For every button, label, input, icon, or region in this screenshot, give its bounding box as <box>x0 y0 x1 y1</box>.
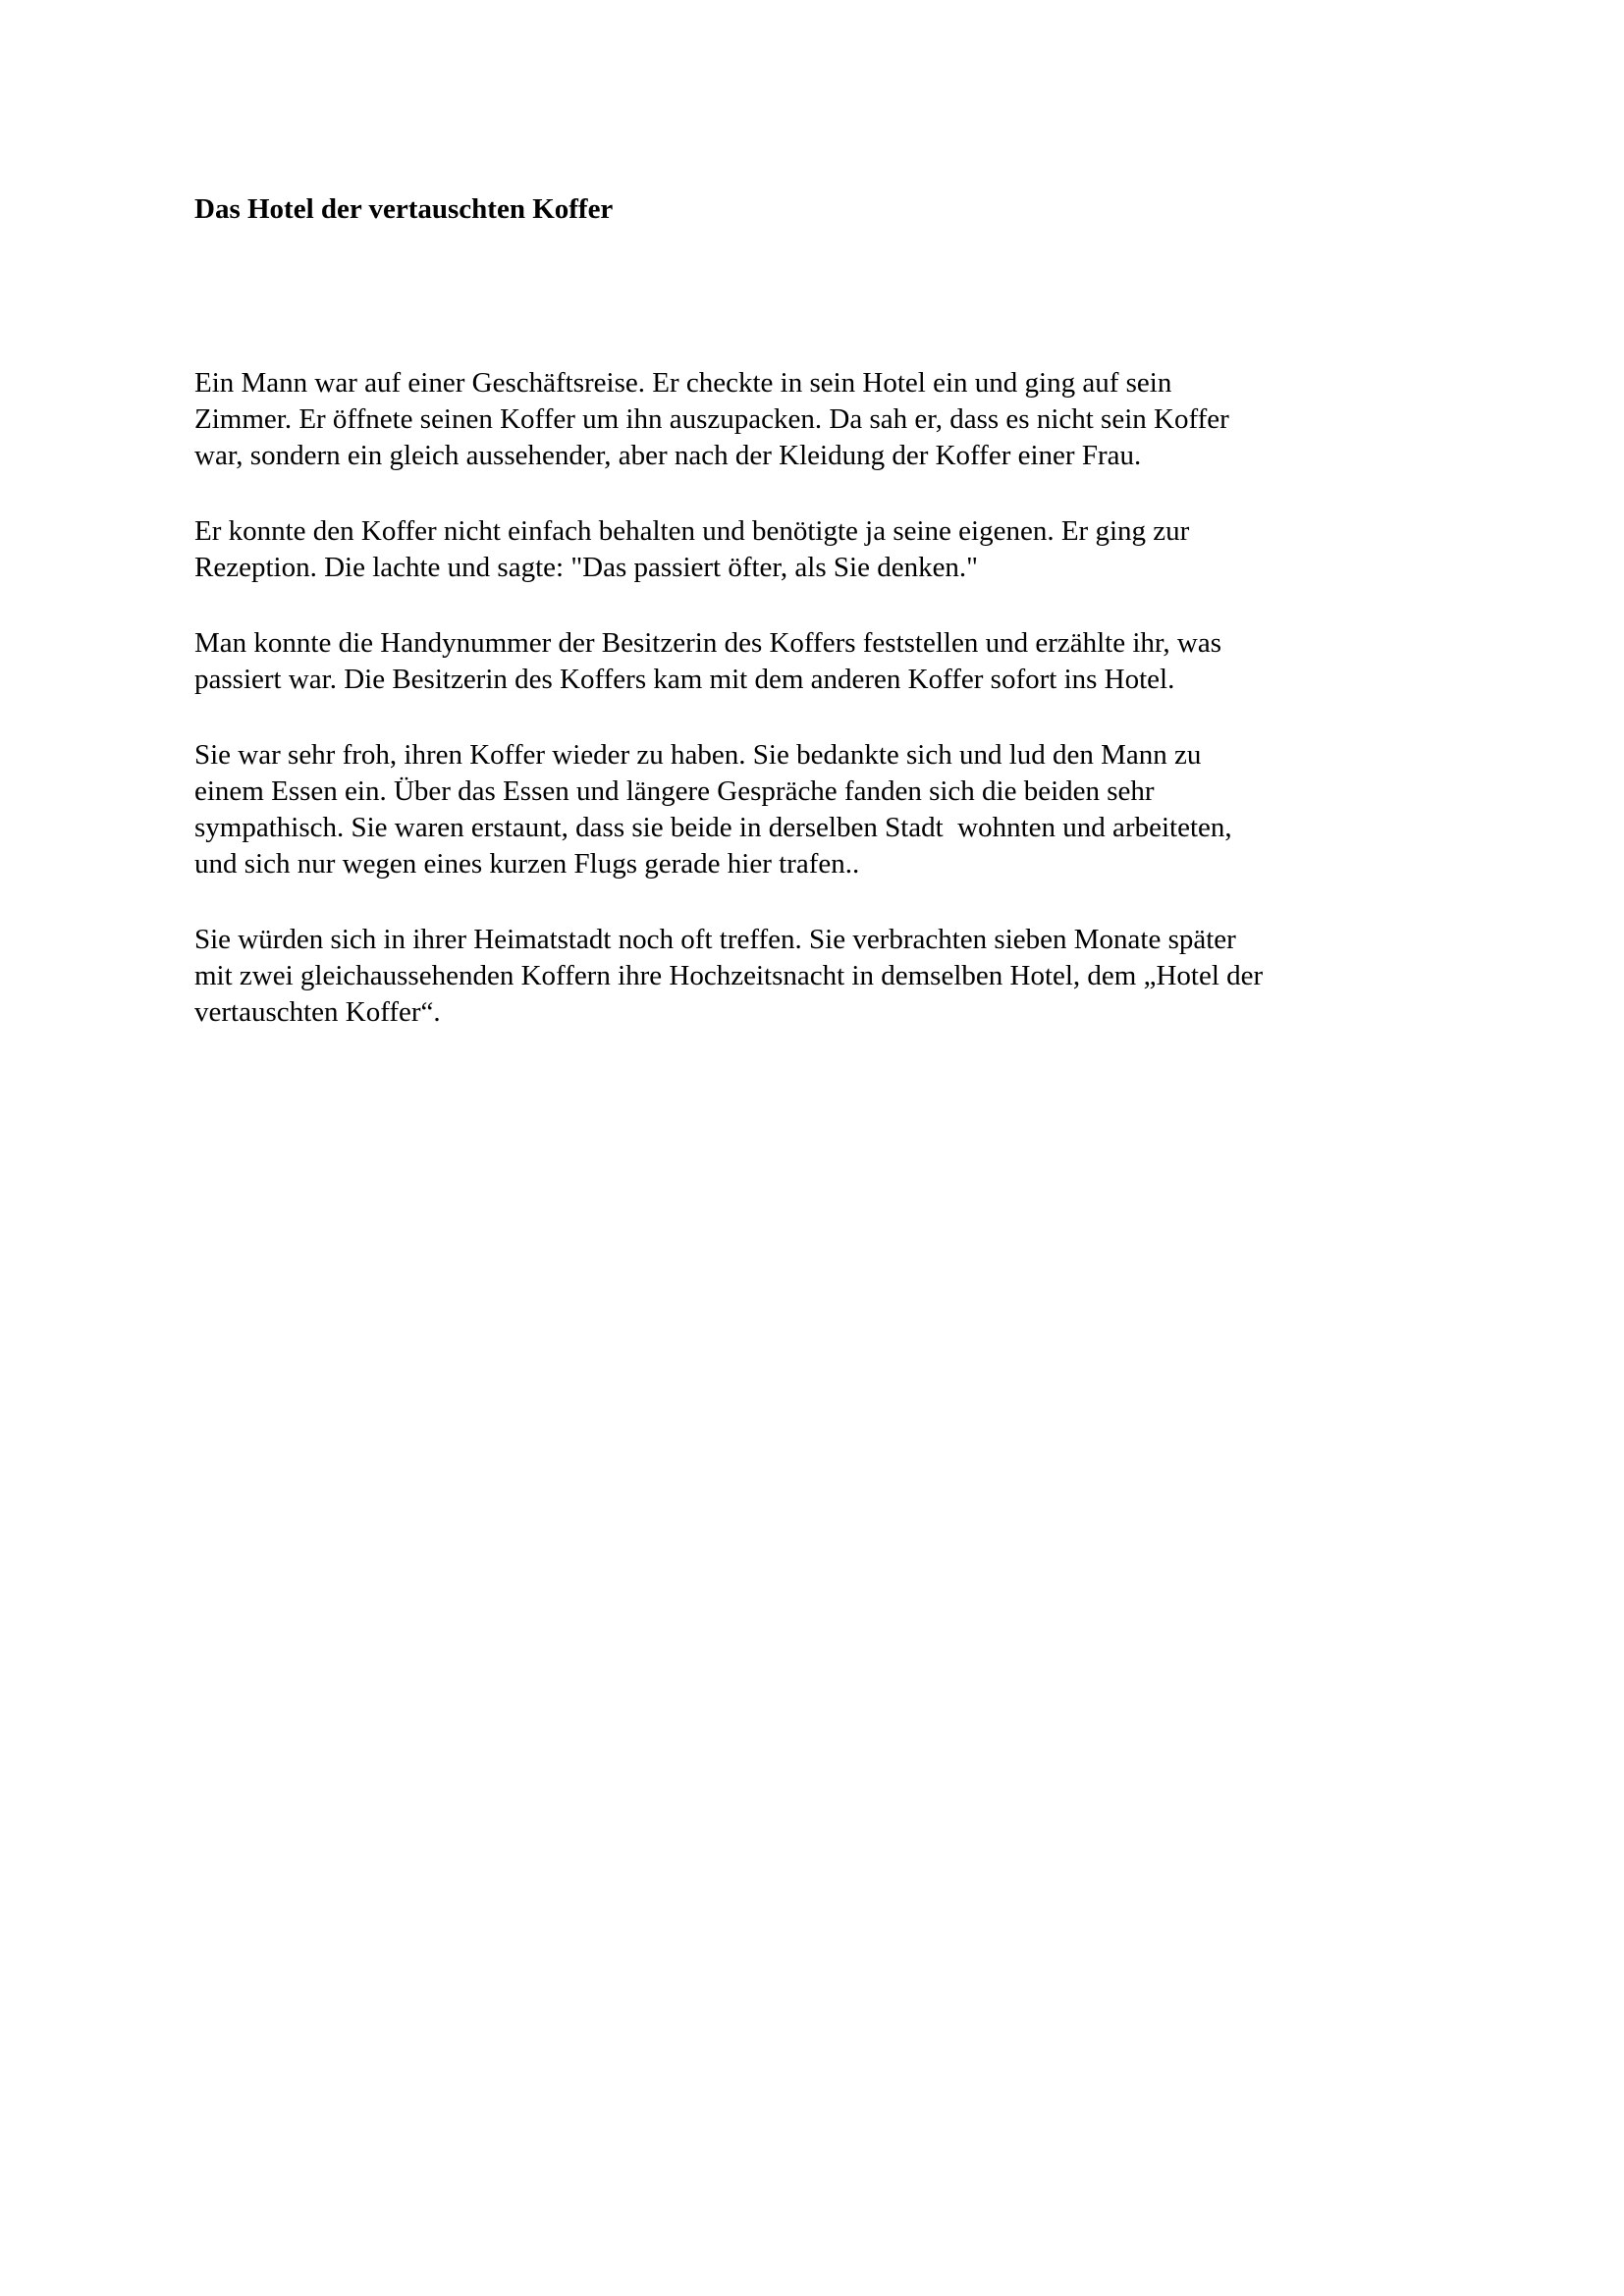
paragraph-line: Zimmer. Er öffnete seinen Koffer um ihn auszupacken. Da sah er, dass es nicht sein Koffer <box>194 403 1229 435</box>
paragraph-line: sympathisch. Sie waren erstaunt, dass sie beide in derselben Stadt wohnten und arbeiteten, <box>194 812 1232 843</box>
paragraph-line: war, sondern ein gleich aussehender, aber nach der Kleidung der Koffer einer Frau. <box>194 440 1142 471</box>
paragraph-line: Sie würden sich in ihrer Heimatstadt noch oft treffen. Sie verbrachten sieben Monate später <box>194 924 1236 955</box>
paragraph-2 <box>194 513 1471 586</box>
paragraph-line: Rezeption. Die lachte und sagte: "Das passiert öfter, als Sie denken." <box>194 552 979 583</box>
paragraph-line: Sie war sehr froh, ihren Koffer wieder zu haben. Sie bedankte sich und lud den Mann zu <box>194 739 1202 771</box>
paragraph-line: Ein Mann war auf einer Geschäftsreise. Er checkte in sein Hotel ein und ging auf sein <box>194 367 1172 399</box>
paragraph-1 <box>194 365 1471 474</box>
paragraph-4 <box>194 737 1471 882</box>
document-body <box>194 365 1471 1031</box>
paragraph-line: einem Essen ein. Über das Essen und längere Gespräche fanden sich die beiden sehr <box>194 775 1155 807</box>
paragraph-5 <box>194 922 1471 1031</box>
document-content <box>194 189 1471 1070</box>
paragraph-line: vertauschten Koffer“. <box>194 996 441 1028</box>
paragraph-line: Er konnte den Koffer nicht einfach behalten und benötigte ja seine eigenen. Er ging zur <box>194 515 1190 547</box>
paragraph-line: passiert war. Die Besitzerin des Koffers kam mit dem anderen Koffer sofort ins Hotel. <box>194 664 1175 695</box>
paragraph-line: Man konnte die Handynummer der Besitzerin des Koffers feststellen und erzählte ihr, was <box>194 627 1222 659</box>
paragraph-3 <box>194 625 1471 698</box>
document-title: Das Hotel der vertauschten Koffer <box>194 193 614 225</box>
paragraph-line: mit zwei gleichaussehenden Koffern ihre Hochzeitsnacht in demselben Hotel, dem „Hotel der <box>194 960 1264 991</box>
paragraph-line: und sich nur wegen eines kurzen Flugs gerade hier trafen.. <box>194 848 860 880</box>
